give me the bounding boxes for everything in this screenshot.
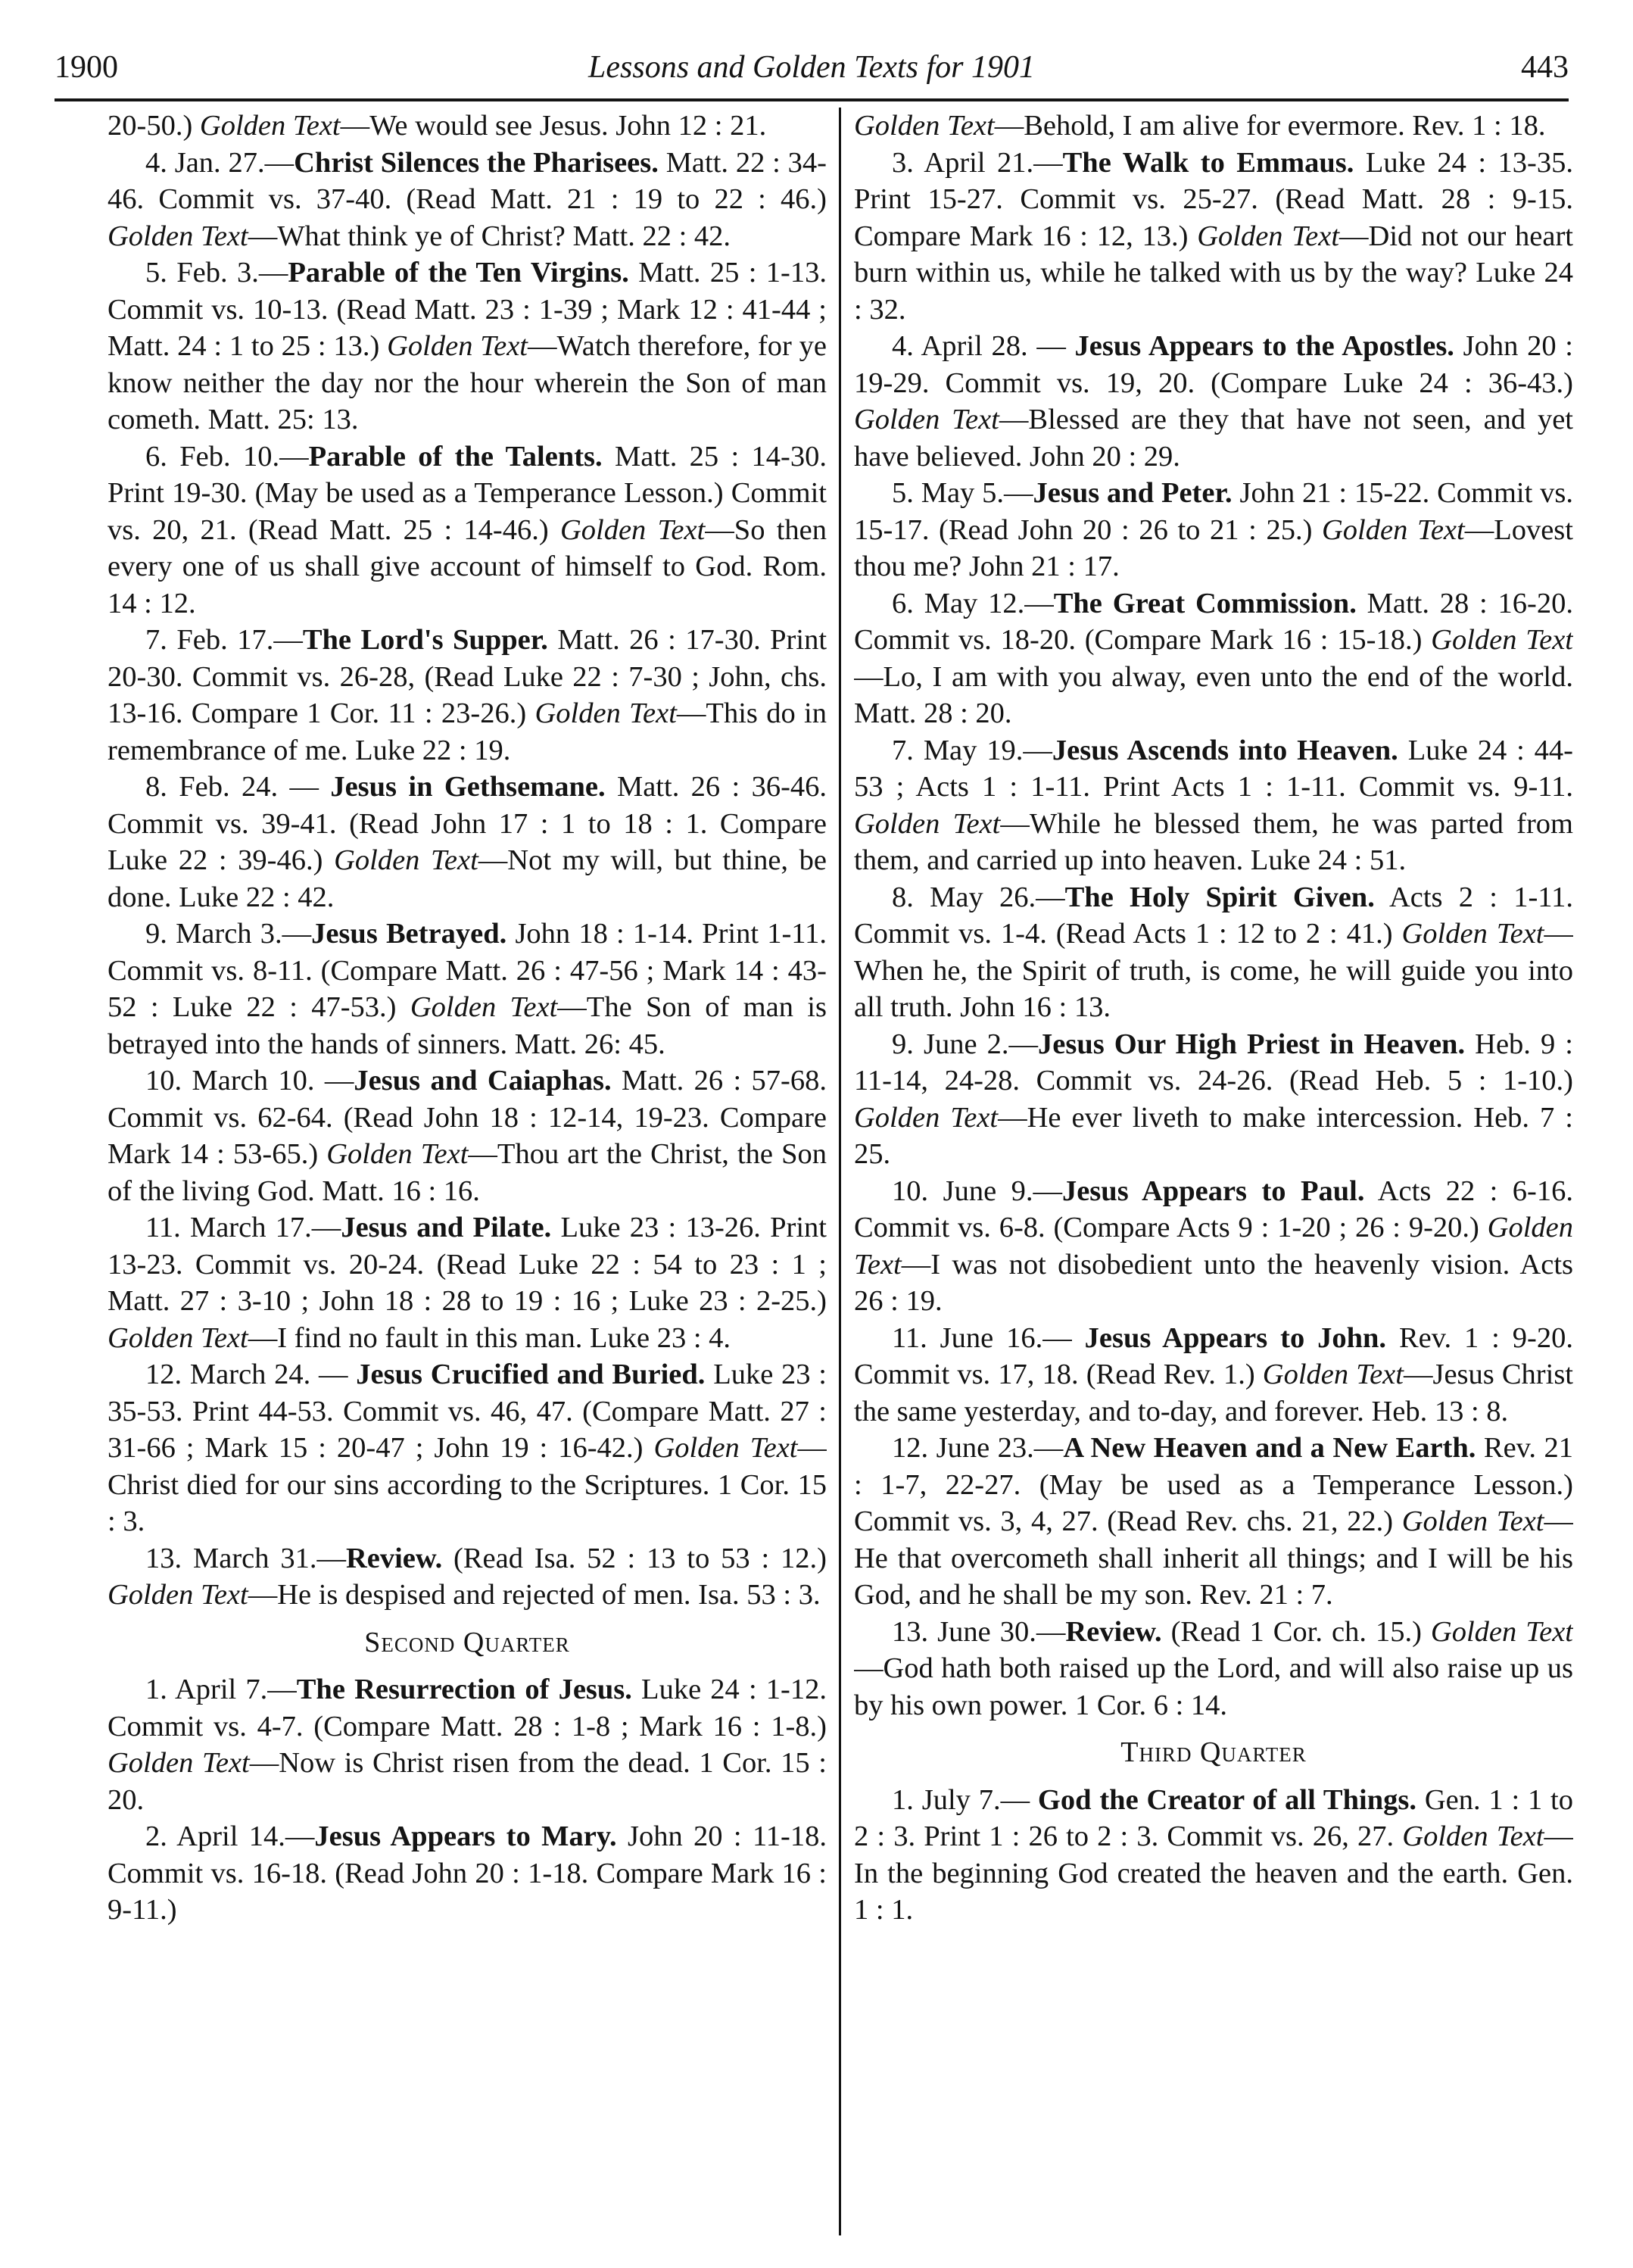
golden-text: —I was not disobedient unto the heavenly vision. Acts 26 : 19. xyxy=(854,1248,1573,1317)
lesson-number: 13. March 31.— xyxy=(145,1542,346,1574)
left-entries xyxy=(108,108,827,1614)
lesson-references: (Read Isa. 52 : 13 to 53 : 12.) xyxy=(442,1542,827,1574)
lesson-entry xyxy=(854,1173,1573,1320)
lesson-number: 6. May 12.— xyxy=(892,587,1054,619)
lesson-entry xyxy=(854,585,1573,732)
golden-text: —Christ died for our sins according to the Scriptures. 1 Cor. 15 : 3. xyxy=(108,1432,827,1537)
golden-text-label: Golden Text xyxy=(199,110,341,142)
lesson-title: The Resurrection of Jesus. xyxy=(296,1674,632,1705)
golden-text-label: Golden Text xyxy=(410,991,558,1023)
lesson-entry xyxy=(108,1540,827,1614)
lesson-number: 11. June 16.— xyxy=(892,1321,1085,1354)
lesson-title: The Lord's Supper. xyxy=(302,624,548,656)
lesson-title: Jesus and Pilate. xyxy=(341,1212,552,1243)
lesson-entry xyxy=(108,1356,827,1540)
lesson-references: John 20 : 19-29. Commit vs. 19, 20. (Compare Luke 24 : 36-43.) xyxy=(854,330,1573,399)
lesson-references: Rev. 1 : 9-20. Commit vs. 17, 18. (Read Rev. 1.) xyxy=(854,1321,1573,1390)
right-column xyxy=(854,108,1573,2235)
golden-text: —I find no fault in this man. Luke 23 : 4. xyxy=(248,1321,731,1354)
lesson-references: Heb. 9 : 11-14, 24-28. Commit vs. 24-26. (Read Heb. 5 : 1-10.) xyxy=(854,1028,1573,1097)
lesson-entry xyxy=(108,1062,827,1209)
lesson-number: 12. March 24. — xyxy=(145,1359,357,1390)
lesson-title: Parable of the Talents. xyxy=(308,440,603,473)
header-title: Lessons and Golden Texts for 1901 xyxy=(588,50,1035,85)
golden-text: —When he, the Spirit of truth, is come, he will guide you into all truth. John 16 : 13. xyxy=(854,918,1573,1023)
lesson-number: 13. June 30.— xyxy=(892,1615,1066,1648)
lesson-entry xyxy=(108,145,827,255)
golden-text-label: Golden Text xyxy=(334,844,478,876)
golden-text: —Lo, I am with you alway, even unto the end of the world. Matt. 28 : 20. xyxy=(854,660,1573,729)
lesson-entry xyxy=(108,622,827,769)
second-quarter-entries xyxy=(108,1671,827,1929)
golden-text: —He ever liveth to make intercession. Heb. 7 : 25. xyxy=(854,1101,1573,1170)
lesson-title: The Walk to Emmaus. xyxy=(1062,146,1354,179)
golden-text-label: Golden Text xyxy=(1431,624,1573,656)
lesson-references: Luke 23 : 35-53. Print 44-53. Commit vs. 46, 47. (Compare Matt. 27 : 31-66 ; Mark 15 : 20-47 ; John 19 : 16-42.) xyxy=(108,1359,827,1464)
lesson-entry xyxy=(854,1782,1573,1929)
golden-text: —Blessed are they that have not seen, and yet have believed. John 20 : 29. xyxy=(854,404,1573,473)
lesson-number: 9. June 2.— xyxy=(892,1028,1039,1060)
third-quarter-entries xyxy=(854,1782,1573,1929)
golden-text: —What think ye of Christ? Matt. 22 : 42. xyxy=(248,220,731,252)
running-header xyxy=(55,44,1569,91)
golden-text: —We would see Jesus. John 12 : 21. xyxy=(340,110,767,142)
golden-text-label: Golden Text xyxy=(534,697,677,729)
lesson-title: Jesus Crucified and Buried. xyxy=(356,1359,706,1390)
lesson-number: 10. June 9.— xyxy=(892,1175,1062,1207)
lesson-number: 4. April 28. — xyxy=(892,330,1075,362)
lesson-references: Luke 24 : 44-53 ; Acts 1 : 1-11. Print Acts 1 : 1-11. Commit vs. 9-11. xyxy=(854,734,1573,803)
lesson-title: Jesus Our High Priest in Heaven. xyxy=(1038,1028,1466,1060)
golden-text-label: Golden Text xyxy=(108,1321,248,1354)
golden-text: —He that overcometh shall inherit all things; and I will be his God, and he shall be my son. Rev. 21 : 7. xyxy=(854,1505,1573,1611)
left-column xyxy=(108,108,827,2235)
golden-text-label: Golden Text xyxy=(326,1138,469,1170)
golden-text-label: Golden Text xyxy=(108,1579,248,1611)
golden-text: —This do in remembrance of me. Luke 22 : 19. xyxy=(108,697,827,766)
lesson-number: 1. July 7.— xyxy=(892,1783,1038,1816)
golden-text-label: Golden Text xyxy=(1401,918,1544,950)
page-number: 443 xyxy=(1521,50,1569,85)
golden-text-label: Golden Text xyxy=(653,1432,798,1464)
lesson-title: Jesus Betrayed. xyxy=(311,918,507,950)
lesson-entry xyxy=(108,769,827,916)
lesson-title: Jesus Appears to Paul. xyxy=(1061,1175,1365,1207)
lesson-number: 8. Feb. 24. — xyxy=(145,771,331,803)
column-divider xyxy=(839,108,841,2235)
header-year: 1900 xyxy=(55,50,118,85)
lesson-title: The Holy Spirit Given. xyxy=(1064,881,1375,913)
lesson-entry xyxy=(854,732,1573,879)
lesson-number: 7. Feb. 17.— xyxy=(145,624,303,656)
golden-text: —Thou art the Christ, the Son of the living God. Matt. 16 : 16. xyxy=(108,1138,827,1207)
lesson-number: 5. Feb. 3.— xyxy=(145,257,288,289)
golden-text-label: Golden Text xyxy=(108,220,248,252)
lesson-references: Acts 2 : 1-11. Commit vs. 1-4. (Read Acts 1 : 12 to 2 : 41.) xyxy=(854,881,1573,950)
golden-text: —Not my will, but thine, be done. Luke 22 : 42. xyxy=(108,844,827,913)
lesson-title: Parable of the Ten Virgins. xyxy=(288,257,629,289)
lesson-references: Matt. 22 : 34-46. Commit vs. 37-40. (Read Matt. 21 : 19 to 22 : 46.) xyxy=(108,146,827,215)
lesson-references: Matt. 28 : 16-20. Commit vs. 18-20. (Compare Mark 16 : 15-18.) xyxy=(854,587,1573,656)
lesson-number: 11. March 17.— xyxy=(145,1212,341,1243)
lesson-title: Jesus Appears to Mary. xyxy=(314,1820,617,1852)
lesson-entry xyxy=(854,475,1573,585)
lesson-title: God the Creator of all Things. xyxy=(1037,1783,1416,1816)
golden-text: —Jesus Christ the same yesterday, and to-day, and forever. Heb. 13 : 8. xyxy=(854,1359,1573,1427)
lesson-number: 1. April 7.— xyxy=(145,1674,297,1705)
lesson-references: Matt. 26 : 57-68. Commit vs. 62-64. (Read John 18 : 12-14, 19-23. Compare Mark 14 : 53-65.) xyxy=(108,1065,827,1170)
lesson-entry xyxy=(854,1320,1573,1430)
lesson-references: Luke 24 : 13-35. Print 15-27. Commit vs. 25-27. (Read Matt. 28 : 9-15. Compare Mark 16 : 12, 13.) xyxy=(854,146,1573,252)
golden-text: —Now is Christ risen from the dead. 1 Cor. 15 : 20. xyxy=(108,1747,827,1816)
lesson-references: Luke 24 : 1-12. Commit vs. 4-7. (Compare Matt. 28 : 1-8 ; Mark 16 : 1-8.) xyxy=(108,1674,827,1742)
lesson-entry xyxy=(854,328,1573,475)
lesson-title: Jesus Appears to the Apostles. xyxy=(1074,330,1454,362)
golden-text: —The Son of man is betrayed into the hands of sinners. Matt. 26: 45. xyxy=(108,991,827,1060)
lesson-entry xyxy=(108,1818,827,1929)
header-rule xyxy=(55,98,1569,101)
lesson-number: 5. May 5.— xyxy=(892,477,1033,509)
lesson-entry xyxy=(108,916,827,1062)
golden-text: —In the beginning God created the heaven and the earth. Gen. 1 : 1. xyxy=(854,1820,1573,1926)
golden-text-label: Golden Text xyxy=(1402,1820,1544,1852)
golden-text: —Behold, I am alive for evermore. Rev. 1 : 18. xyxy=(994,110,1546,142)
golden-text-label: Golden Text xyxy=(854,1101,999,1134)
lesson-references: Matt. 25 : 1-13. Commit vs. 10-13. (Read Matt. 23 : 1-39 ; Mark 12 : 41-44 ; Matt. 24 : 1 to 25 : 13.) xyxy=(108,257,827,362)
lesson-title: Jesus Ascends into Heaven. xyxy=(1052,734,1398,766)
second-quarter-heading: Second Quarter xyxy=(364,1626,570,1658)
golden-text-label: Golden Text xyxy=(1430,1615,1573,1648)
lesson-title: Review. xyxy=(345,1542,443,1574)
lesson-number: 8. May 26.— xyxy=(892,881,1065,913)
lesson-title: A New Heaven and a New Earth. xyxy=(1063,1432,1476,1464)
right-entries xyxy=(854,108,1573,1724)
lesson-references: John 21 : 15-22. Commit vs. 15-17. (Read John 20 : 26 to 21 : 25.) xyxy=(854,477,1573,546)
lesson-references: Matt. 25 : 14-30. Print 19-30. (May be used as a Temperance Lesson.) Commit vs. 20, 21. (Read Matt. 25 : 14-46.) xyxy=(108,440,827,546)
golden-text: —So then every one of us shall give account of himself to God. Rom. 14 : 12. xyxy=(108,513,827,619)
lesson-number: 9. March 3.— xyxy=(145,918,312,950)
lesson-entry xyxy=(108,1209,827,1356)
lesson-entry xyxy=(108,438,827,622)
lesson-number: 6. Feb. 10.— xyxy=(145,440,309,473)
lesson-references: Gen. 1 : 1 to 2 : 3. Print 1 : 26 to 2 : 3. Commit vs. 26, 27. xyxy=(854,1783,1573,1852)
lesson-title: Jesus in Gethsemane. xyxy=(330,771,606,803)
lesson-number: 12. June 23.— xyxy=(892,1432,1064,1464)
golden-text-label: Golden Text xyxy=(559,513,706,546)
lesson-number: 4. Jan. 27.— xyxy=(145,146,295,179)
golden-text-label: Golden Text xyxy=(854,404,999,435)
golden-text-label: Golden Text xyxy=(1197,220,1340,252)
lesson-title: Review. xyxy=(1065,1615,1162,1648)
golden-text-label: Golden Text xyxy=(854,110,995,142)
lesson-references: John 18 : 1-14. Print 1-11. Commit vs. 8-11. (Compare Matt. 26 : 47-56 ; Mark 14 : 43-52 : Luke 22 : 47-53.) xyxy=(108,918,827,1023)
golden-text-label: Golden Text xyxy=(854,807,1001,840)
lesson-title: Christ Silences the Pharisees. xyxy=(294,146,659,179)
lesson-number: 2. April 14.— xyxy=(145,1820,315,1852)
golden-text: —Lovest thou me? John 21 : 17. xyxy=(854,513,1573,582)
lesson-entry xyxy=(854,1430,1573,1614)
golden-text: —Did not our heart burn within us, while he talked with us by the way? Luke 24 : 32. xyxy=(854,220,1573,326)
lesson-number: 3. April 21.— xyxy=(892,146,1063,179)
lesson-references: Acts 22 : 6-16. Commit vs. 6-8. (Compare Acts 9 : 1-20 ; 26 : 9-20.) xyxy=(854,1175,1573,1243)
golden-text: —While he blessed them, he was parted from them, and carried up into heaven. Luke 24 : 51. xyxy=(854,807,1573,876)
lesson-entry xyxy=(854,108,1573,145)
golden-text: —He is despised and rejected of men. Isa. 53 : 3. xyxy=(248,1579,821,1611)
golden-text-label: Golden Text xyxy=(854,1212,1573,1281)
lesson-title: Jesus and Caiaphas. xyxy=(354,1065,612,1097)
lesson-number: 10. March 10. — xyxy=(145,1065,354,1097)
golden-text-label: Golden Text xyxy=(387,330,528,362)
lesson-title: The Great Commission. xyxy=(1053,587,1357,619)
lesson-entry xyxy=(854,1026,1573,1173)
lesson-entry xyxy=(108,1671,827,1818)
lesson-references: Matt. 26 : 36-46. Commit vs. 39-41. (Read John 17 : 1 to 18 : 1. Compare Luke 22 : 39-46.) xyxy=(108,771,827,876)
lesson-references: Rev. 21 : 1-7, 22-27. (May be used as a Temperance Lesson.) Commit vs. 3, 4, 27. (Read Rev. chs. 21, 22.) xyxy=(854,1432,1573,1537)
lesson-references: (Read 1 Cor. ch. 15.) xyxy=(1161,1615,1431,1648)
golden-text-label: Golden Text xyxy=(1401,1505,1544,1537)
lesson-entry xyxy=(854,145,1573,329)
lesson-title: Jesus and Peter. xyxy=(1033,477,1233,509)
lesson-references: Matt. 26 : 17-30. Print 20-30. Commit vs. 26-28, (Read Luke 22 : 7-30 ; John, chs. 13-16. Compare 1 Cor. 11 : 23-26.) xyxy=(108,624,827,729)
lesson-entry xyxy=(854,879,1573,1026)
golden-text-label: Golden Text xyxy=(1262,1359,1404,1390)
lesson-entry xyxy=(108,108,827,145)
lesson-entry xyxy=(108,254,827,438)
lesson-references: Luke 23 : 13-26. Print 13-23. Commit vs. 20-24. (Read Luke 22 : 54 to 23 : 1 ; Matt. 27 : 3-10 ; John 18 : 28 to 19 : 16 ; Luke 23 : 2-25.) xyxy=(108,1212,827,1317)
lesson-title: Jesus Appears to John. xyxy=(1084,1321,1387,1354)
lesson-number: 7. May 19.— xyxy=(892,734,1052,766)
golden-text: —Watch therefore, for ye know neither the day nor the hour wherein the Son of man cometh. Matt. 25: 13. xyxy=(108,330,827,435)
lesson-entry xyxy=(854,1614,1573,1724)
golden-text-label: Golden Text xyxy=(1322,513,1465,546)
third-quarter-heading: Third Quarter xyxy=(1120,1736,1307,1768)
golden-text: —God hath both raised up the Lord, and will also raise up us by his own power. 1 Cor. 6 : 14. xyxy=(854,1652,1573,1721)
lesson-references: 20-50.) xyxy=(108,110,200,142)
golden-text-label: Golden Text xyxy=(108,1747,250,1779)
lesson-references: John 20 : 11-18. Commit vs. 16-18. (Read John 20 : 1-18. Compare Mark 16 : 9-11.) xyxy=(108,1820,827,1926)
